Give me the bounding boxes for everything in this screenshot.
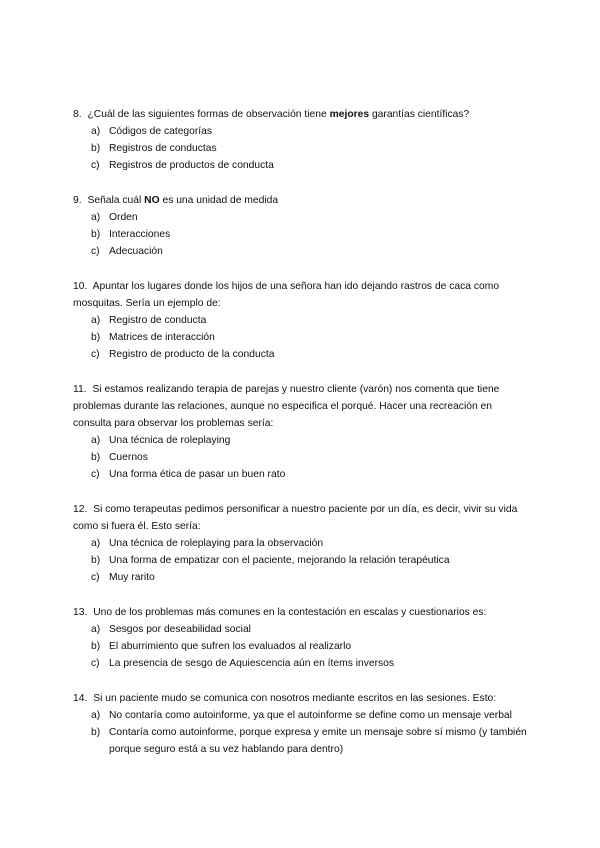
question-text	[73, 690, 533, 707]
option-letter: b)	[91, 727, 101, 738]
answer-option	[73, 329, 533, 346]
answer-option	[73, 449, 533, 466]
answer-option	[73, 552, 533, 569]
option-letter: a)	[91, 126, 101, 137]
option-text: El aburrimiento que sufren los evaluados al realizarlo	[109, 641, 352, 652]
option-text: Contaría como autoinforme, porque expresa y emite un mensaje sobre sí mismo (y también porque seguro está a su vez hablando para dentro)	[109, 727, 527, 755]
question-emphasis: mejores	[329, 109, 370, 120]
answer-option	[73, 655, 533, 672]
answer-option	[73, 243, 533, 260]
option-text: No contaría como autoinforme, ya que el autoinforme se define como un mensaje verbal	[109, 710, 512, 721]
answer-option	[73, 209, 533, 226]
option-letter: b)	[91, 555, 101, 566]
option-text: La presencia de sesgo de Aquiescencia aún en ítems inversos	[109, 658, 395, 669]
answer-option	[73, 621, 533, 638]
question-segment: Si un paciente mudo se comunica con nosotros mediante escritos en las sesiones. Esto:	[93, 693, 497, 704]
question-segment: Si estamos realizando terapia de parejas y nuestro cliente (varón) nos comenta que tiene problemas durante las relaciones, aunque no especifica el porqué. Hacer una recreación en consulta para observar los problemas sería:	[73, 384, 500, 429]
question-text	[73, 278, 533, 312]
answer-option	[73, 535, 533, 552]
option-letter: c)	[91, 658, 100, 669]
option-letter: a)	[91, 435, 101, 446]
option-text: Una forma ética de pasar un buen rato	[109, 469, 286, 480]
question	[73, 106, 533, 174]
question-number: 12.	[73, 504, 88, 515]
option-text: Cuernos	[109, 452, 148, 463]
option-text: Interacciones	[109, 229, 171, 240]
option-list	[73, 432, 533, 483]
question-text	[73, 192, 533, 209]
option-letter: b)	[91, 452, 101, 463]
option-list	[73, 707, 533, 758]
answer-option	[73, 312, 533, 329]
option-list	[73, 535, 533, 586]
option-text: Registros de productos de conducta	[109, 160, 274, 171]
question-text	[73, 381, 533, 432]
question-number: 14.	[73, 693, 88, 704]
question-number: 13.	[73, 607, 88, 618]
option-list	[73, 312, 533, 363]
option-text: Sesgos por deseabilidad social	[109, 624, 251, 635]
option-letter: c)	[91, 160, 100, 171]
answer-option	[73, 346, 533, 363]
question-list	[73, 106, 533, 776]
answer-option	[73, 569, 533, 586]
option-letter: b)	[91, 332, 101, 343]
option-text: Registros de conductas	[109, 143, 217, 154]
option-letter: c)	[91, 349, 100, 360]
option-text: Registro de producto de la conducta	[109, 349, 275, 360]
option-letter: b)	[91, 229, 101, 240]
answer-option	[73, 707, 533, 724]
option-text: Una forma de empatizar con el paciente, mejorando la relación terapéutica	[109, 555, 450, 566]
question-text	[73, 501, 533, 535]
option-letter: a)	[91, 624, 101, 635]
option-text: Registro de conducta	[109, 315, 207, 326]
option-letter: a)	[91, 710, 101, 721]
question	[73, 192, 533, 260]
option-list	[73, 209, 533, 260]
question-segment: Apuntar los lugares donde los hijos de una señora han ido dejando rastros de caca como mosquitas. Sería un ejemplo de:	[73, 281, 500, 309]
question-emphasis: NO	[144, 195, 160, 206]
question-segment: es una unidad de medida	[159, 195, 279, 206]
option-letter: b)	[91, 641, 101, 652]
option-list	[73, 621, 533, 672]
question-number: 10.	[73, 281, 88, 292]
answer-option	[73, 638, 533, 655]
question-segment: garantías científicas?	[369, 109, 470, 120]
option-text: Orden	[109, 212, 138, 223]
question-segment: Señala cuál	[87, 195, 145, 206]
answer-option	[73, 226, 533, 243]
option-letter: c)	[91, 246, 100, 257]
answer-option	[73, 140, 533, 157]
question	[73, 604, 533, 672]
question-segment: Uno de los problemas más comunes en la contestación en escalas y cuestionarios es:	[93, 607, 487, 618]
option-letter: c)	[91, 469, 100, 480]
option-text: Códigos de categorías	[109, 126, 213, 137]
question-number: 11.	[73, 384, 87, 395]
question	[73, 690, 533, 758]
option-letter: a)	[91, 212, 101, 223]
option-text: Matrices de interacción	[109, 332, 215, 343]
option-text: Una técnica de roleplaying para la observación	[109, 538, 324, 549]
answer-option	[73, 123, 533, 140]
question	[73, 501, 533, 586]
option-text: Adecuación	[109, 246, 163, 257]
option-text: Una técnica de roleplaying	[109, 435, 231, 446]
question-number: 9.	[73, 195, 82, 206]
question	[73, 381, 533, 483]
option-text: Muy rarito	[109, 572, 155, 583]
question	[73, 278, 533, 363]
question-text	[73, 604, 533, 621]
question-text	[73, 106, 533, 123]
answer-option	[73, 724, 533, 758]
option-letter: a)	[91, 315, 101, 326]
question-segment: Si como terapeutas pedimos personificar a nuestro paciente por un día, es decir, vivir su vida como si fuera él. Esto sería:	[73, 504, 518, 532]
question-segment: ¿Cuál de las siguientes formas de observación tiene	[87, 109, 330, 120]
option-letter: b)	[91, 143, 101, 154]
answer-option	[73, 466, 533, 483]
answer-option	[73, 432, 533, 449]
option-list	[73, 123, 533, 174]
option-letter: c)	[91, 572, 100, 583]
answer-option	[73, 157, 533, 174]
question-number: 8.	[73, 109, 82, 120]
option-letter: a)	[91, 538, 101, 549]
